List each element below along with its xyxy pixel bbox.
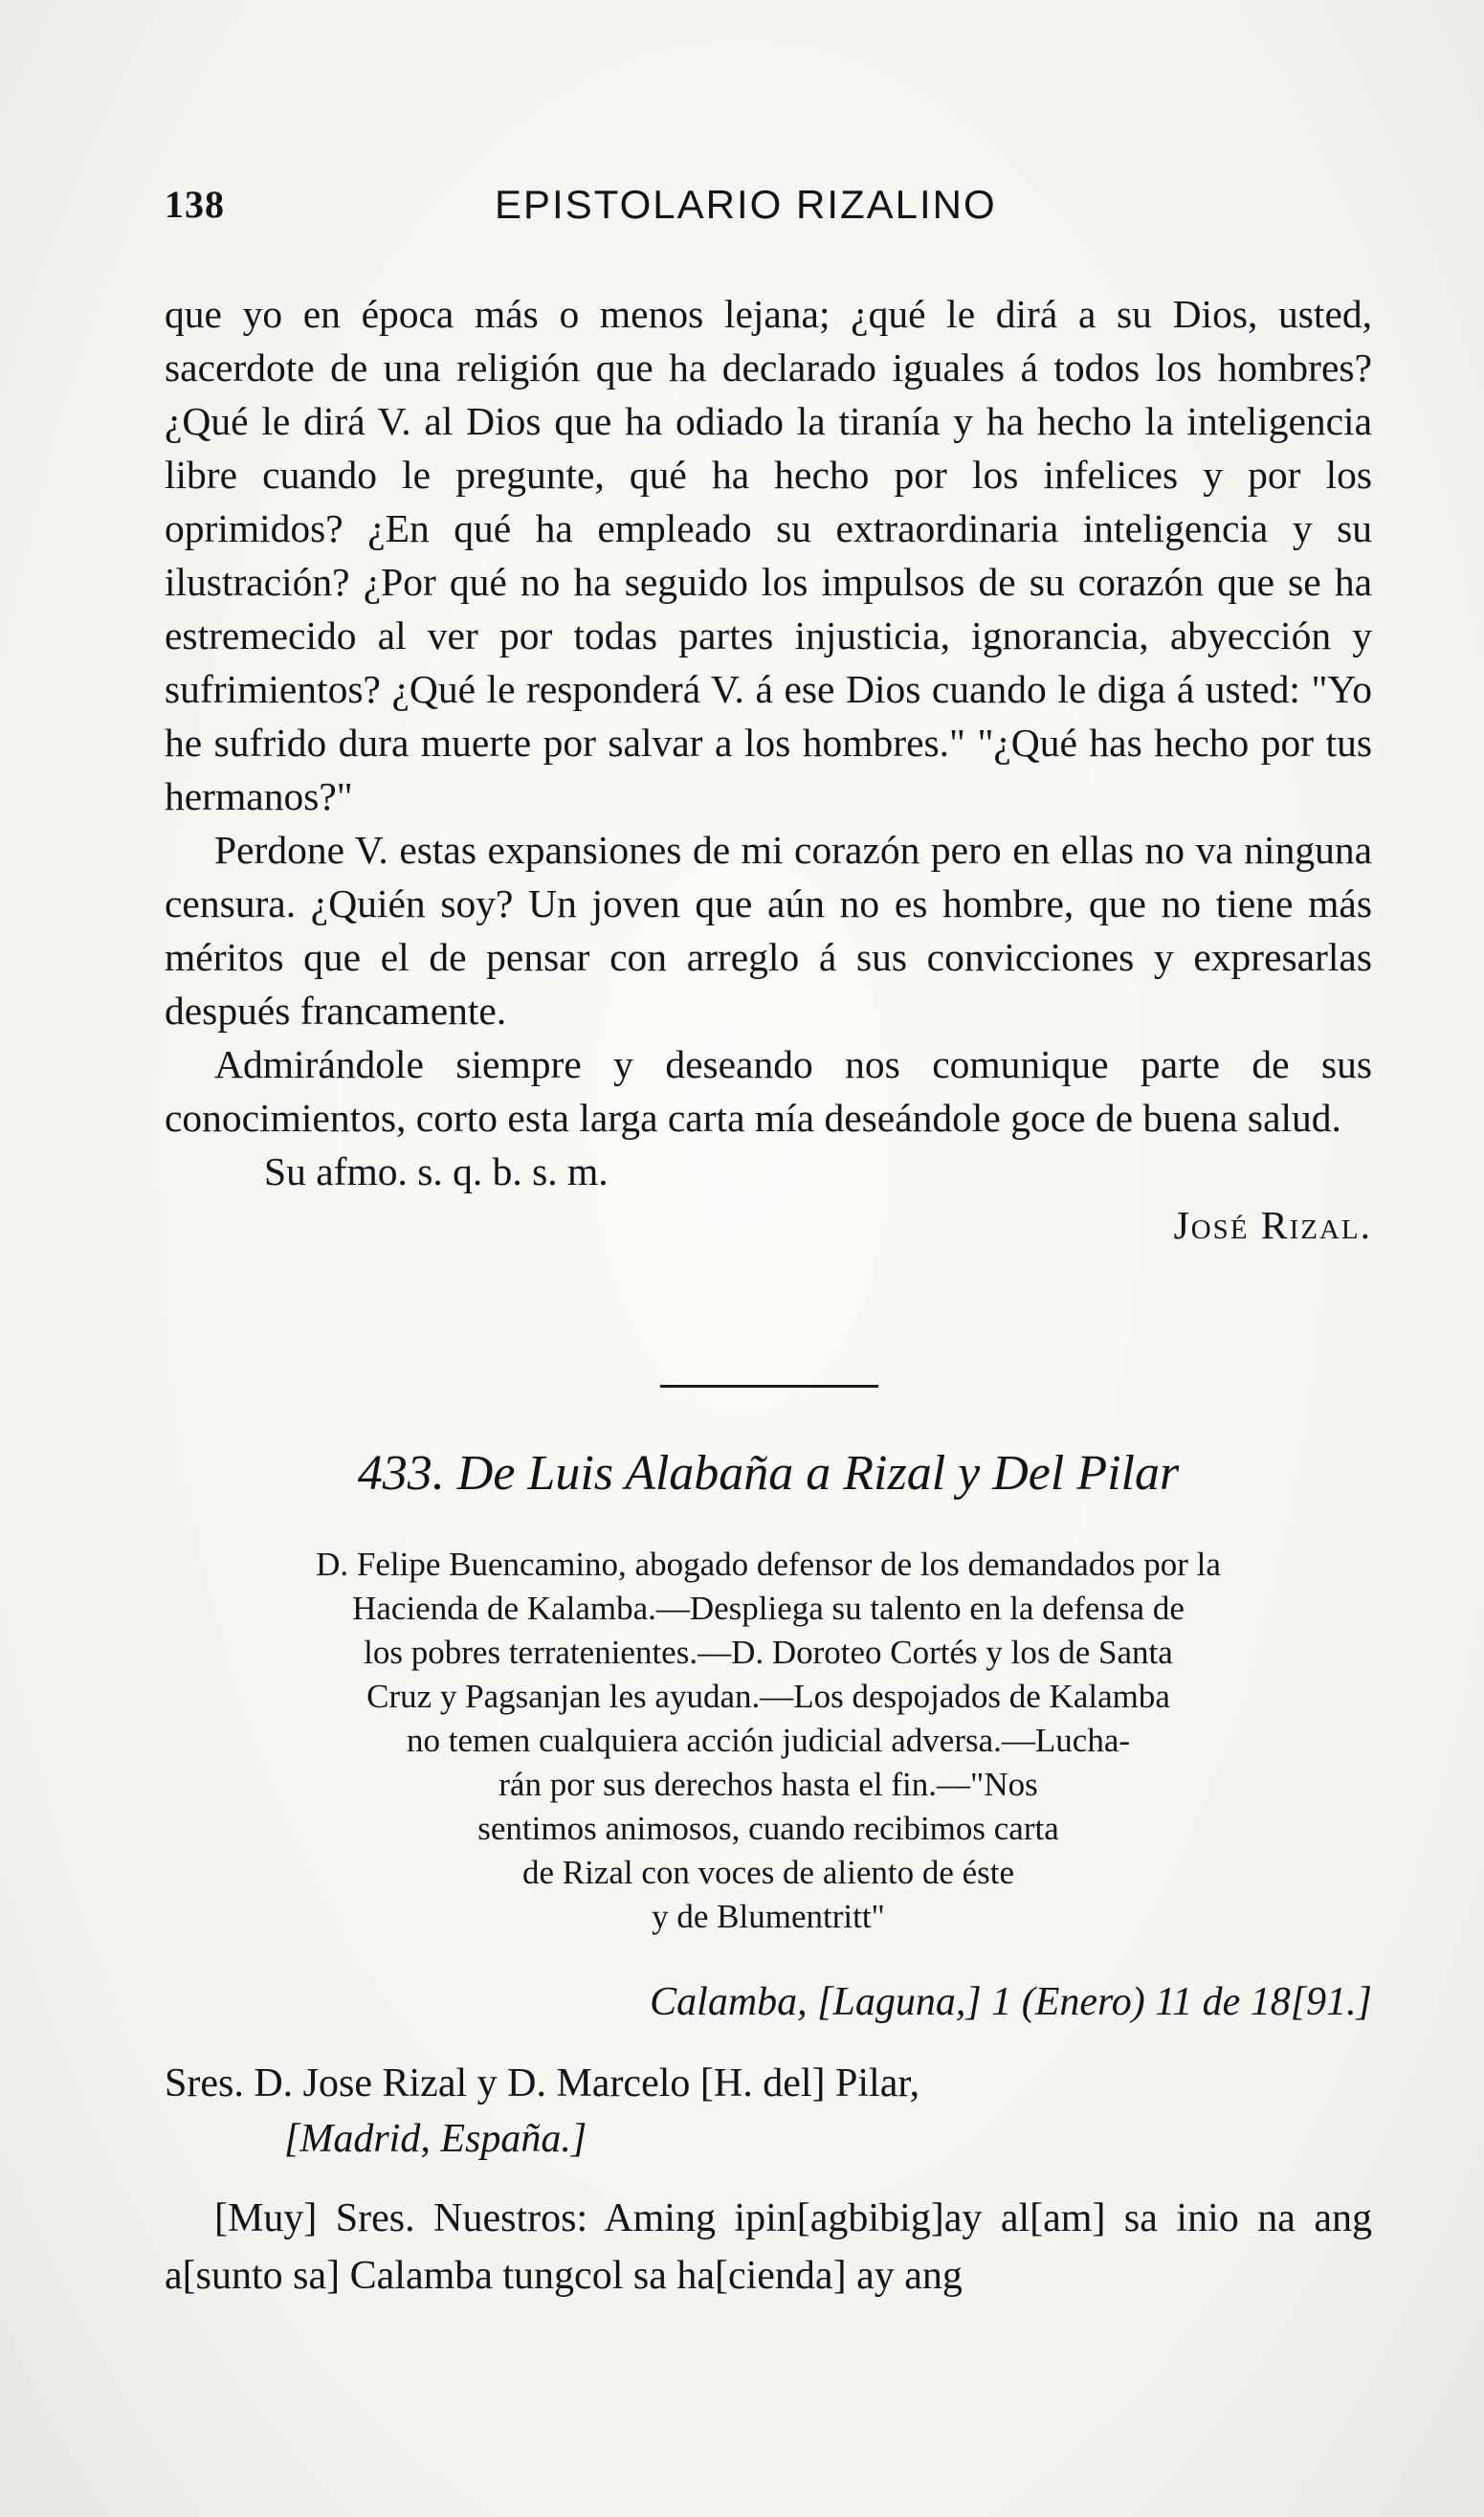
summary-line: Cruz y Pagsanjan les ayudan.—Los despojados de Kalamba — [366, 1678, 1170, 1715]
summary-line: y de Blumentritt" — [652, 1898, 885, 1935]
letter-title: 433. De Luis Alabaña a Rizal y Del Pilar — [357, 1446, 1180, 1501]
summary-line: D. Felipe Buencamino, abogado defensor de los demandados por la — [316, 1546, 1221, 1583]
summary-line: Hacienda de Kalamba.—Despliega su talento en la defensa de — [352, 1590, 1185, 1627]
signature: José Rizal. — [1173, 1203, 1372, 1247]
summary-line: rán por sus derechos hasta el fin.—"Nos — [498, 1766, 1038, 1803]
letter-continuation — [165, 287, 1372, 1252]
letter-summary — [165, 1543, 1372, 1939]
summary-line: los pobres terratenientes.—D. Doroteo Cortés y los de Santa — [364, 1634, 1173, 1671]
running-head: EPISTOLARIO RIZALINO — [495, 182, 997, 227]
addressee-line-1: Sres. D. Jose Rizal y D. Marcelo [H. del] Pilar, — [165, 2061, 920, 2105]
body-paragraph-2: Perdone V. estas expansiones de mi corazón pero en ellas no va ninguna censura. ¿Quién soy? Un joven que aún no es hombre, que no tiene más méritos que el de pensar con arreglo á sus convicciones y expresarlas después francamente. — [165, 828, 1372, 1033]
body-paragraph-1: que yo en época más o menos lejana; ¿qué le dirá a su Dios, usted, sacerdote de una religión que ha declarado iguales á todos los hombres? ¿Qué le dirá V. al Dios que ha odiado la tiranía y ha hecho la inteligencia libre cuando le pregunte, qué ha hecho por los infelices y por los oprimidos? ¿En qué ha empleado su extraordinaria inteligencia y su ilustración? ¿Por qué no ha seguido los impulsos de su corazón que se ha estremecido al ver por todas partes injusticia, ignorancia, abyección y sufrimientos? ¿Qué le responderá V. á ese Dios cuando le diga á usted: "Yo he sufrido dura muerte por salvar a los hombres." "¿Qué has hecho por tus hermanos?" — [165, 292, 1372, 818]
addressee-line-2: [Madrid, España.] — [284, 2117, 587, 2161]
dateline: Calamba, [Laguna,] 1 (Enero) 11 de 18[91.] — [650, 1980, 1372, 2024]
summary-line: sentimos animosos, cuando recibimos carta — [477, 1810, 1059, 1847]
summary-line: no temen cualquiera acción judicial adversa.—Lucha- — [406, 1722, 1131, 1759]
closing-formula: Su afmo. s. q. b. s. m. — [264, 1149, 609, 1193]
body-paragraph-3: Admirándole siempre y deseando nos comunique parte de sus conocimientos, corto esta larga carta mía deseándole goce de buena salud. — [165, 1042, 1372, 1140]
section-divider — [660, 1385, 878, 1388]
summary-line: de Rizal con voces de aliento de éste — [521, 1854, 1015, 1891]
addressee-block — [165, 2056, 1372, 2167]
opening-paragraph: [Muy] Sres. Nuestros: Aming ipin[agbibig]ay al[am] sa inio na ang a[sunto sa] Calamba tungcol sa ha[cienda] ay ang — [165, 2196, 1372, 2298]
letter-opening — [165, 2190, 1372, 2305]
page-number: 138 — [165, 183, 225, 226]
